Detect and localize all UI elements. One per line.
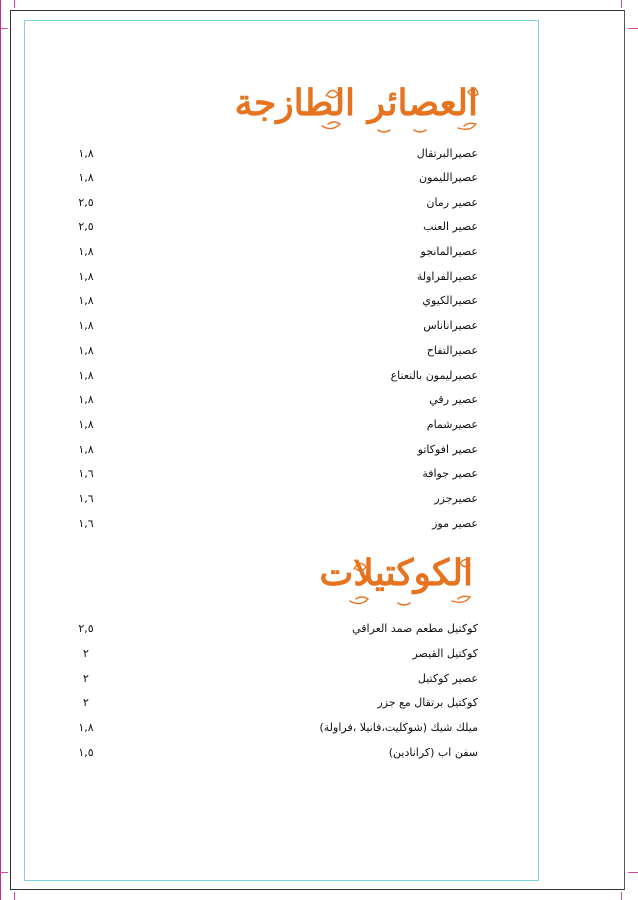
section-title-cocktails: الكوكتيلات bbox=[319, 552, 473, 594]
item-name: كوكتيل برتقال مع جزر bbox=[377, 696, 478, 709]
item-name: ميلك شيك (شوكليت،فانيلا ،فراولة) bbox=[319, 721, 478, 734]
crop-mark-bottom-right bbox=[628, 872, 638, 873]
menu-row bbox=[60, 344, 480, 364]
menu-row bbox=[60, 294, 480, 314]
item-price: ١,٨ bbox=[78, 443, 94, 456]
item-name: عصير جوافة bbox=[422, 467, 478, 480]
menu-row bbox=[60, 369, 480, 389]
item-price: ٢ bbox=[83, 672, 89, 685]
item-price: ٢ bbox=[83, 696, 89, 709]
item-name: عصيرجزر bbox=[434, 492, 478, 505]
menu-row bbox=[60, 196, 480, 216]
item-name: كوكتيل القيصر bbox=[412, 647, 478, 660]
crop-mark-right-bottom bbox=[621, 892, 622, 900]
crop-mark-left-bottom bbox=[14, 892, 15, 900]
bleed-line bbox=[0, 0, 1, 900]
menu-row bbox=[60, 418, 480, 438]
item-price: ١,٨ bbox=[78, 294, 94, 307]
item-price: ١,٥ bbox=[78, 746, 94, 759]
item-name: عصير رمان bbox=[426, 196, 478, 209]
item-name: عصيرالمانجو bbox=[420, 245, 478, 258]
crop-mark-top-left bbox=[0, 28, 8, 29]
item-name: كوكتيل مطعم صمد العراقي bbox=[352, 622, 478, 635]
item-name: عصيرالفراولة bbox=[416, 270, 478, 283]
menu-row bbox=[60, 467, 480, 487]
menu-row bbox=[60, 647, 480, 667]
menu-row bbox=[60, 147, 480, 167]
item-name: عصير كوكتيل bbox=[417, 672, 478, 685]
menu-row bbox=[60, 721, 480, 741]
item-price: ٢,٥ bbox=[78, 220, 94, 233]
menu-row bbox=[60, 746, 480, 766]
item-name: عصيرشمام bbox=[426, 418, 478, 431]
item-name: عصيرليمون بالنعناع bbox=[390, 369, 478, 382]
crop-mark-right-top bbox=[621, 0, 622, 8]
menu-row bbox=[60, 517, 480, 537]
menu-row bbox=[60, 393, 480, 413]
item-name: عصيرالبرتقال bbox=[416, 147, 478, 160]
item-name: عصير موز bbox=[432, 517, 478, 530]
menu-row bbox=[60, 622, 480, 642]
item-name: عصير رقي bbox=[429, 393, 478, 406]
item-price: ١,٨ bbox=[78, 418, 94, 431]
menu-row bbox=[60, 672, 480, 692]
item-price: ١,٦ bbox=[78, 492, 94, 505]
item-price: ١,٦ bbox=[78, 517, 94, 530]
menu-row bbox=[60, 492, 480, 512]
menu-row bbox=[60, 270, 480, 290]
item-price: ١,٨ bbox=[78, 171, 94, 184]
item-name: سفن اب (كرانادين) bbox=[388, 746, 478, 759]
item-price: ٢,٥ bbox=[78, 196, 94, 209]
item-price: ١,٨ bbox=[78, 147, 94, 160]
item-price: ١,٨ bbox=[78, 319, 94, 332]
menu-row bbox=[60, 319, 480, 339]
menu-row bbox=[60, 220, 480, 240]
item-price: ١,٨ bbox=[78, 721, 94, 734]
item-price: ١,٨ bbox=[78, 393, 94, 406]
item-name: عصيراناناس bbox=[423, 319, 478, 332]
item-price: ١,٨ bbox=[78, 344, 94, 357]
crop-mark-top-right bbox=[628, 28, 638, 29]
item-name: عصير العنب bbox=[423, 220, 478, 233]
crop-mark-bottom-left bbox=[0, 872, 8, 873]
item-price: ١,٦ bbox=[78, 467, 94, 480]
crop-mark-left-top bbox=[14, 0, 15, 8]
item-price: ٢,٥ bbox=[78, 622, 94, 635]
item-price: ٢ bbox=[83, 647, 89, 660]
menu-row bbox=[60, 171, 480, 191]
item-price: ١,٨ bbox=[78, 369, 94, 382]
item-name: عصيرالليمون bbox=[419, 171, 478, 184]
item-price: ١,٨ bbox=[78, 270, 94, 283]
section-title-juices: العصائر الطازجة bbox=[234, 82, 478, 124]
item-price: ١,٨ bbox=[78, 245, 94, 258]
item-name: عصير افوكاتو bbox=[417, 443, 478, 456]
menu-row bbox=[60, 696, 480, 716]
menu-row bbox=[60, 245, 480, 265]
item-name: عصيرالكيوي bbox=[422, 294, 478, 307]
menu-row bbox=[60, 443, 480, 463]
item-name: عصيرالتفاح bbox=[426, 344, 478, 357]
